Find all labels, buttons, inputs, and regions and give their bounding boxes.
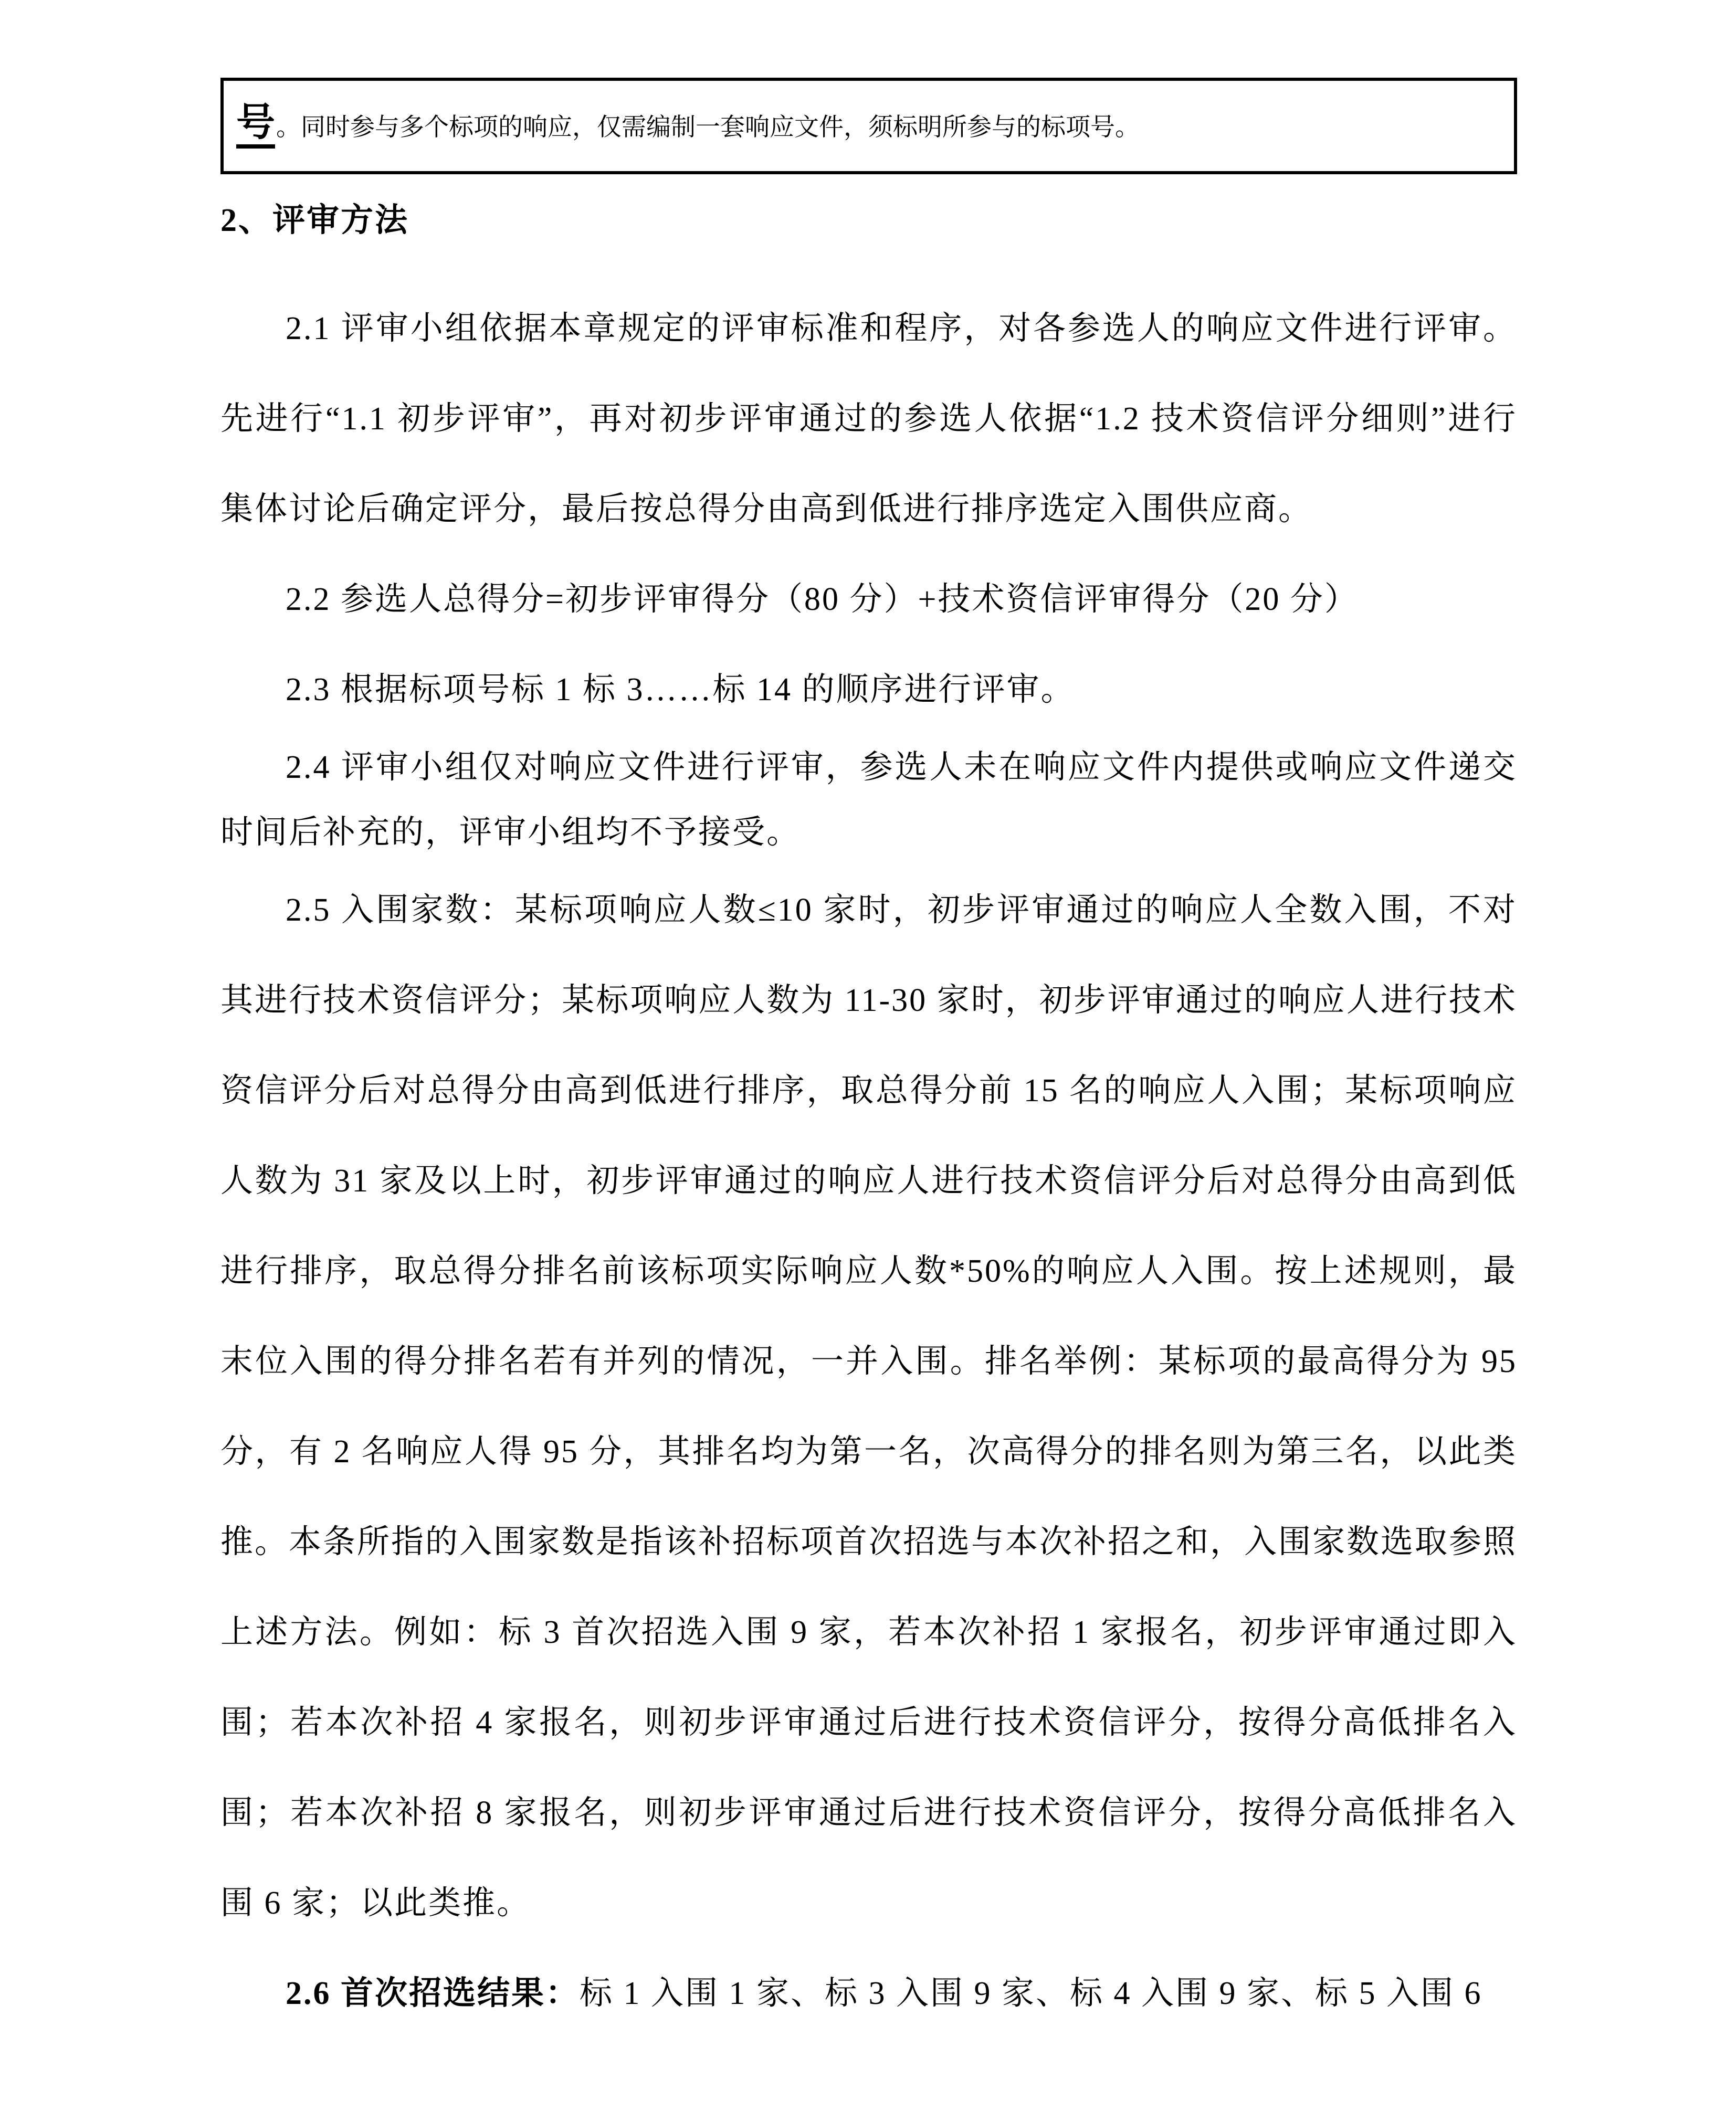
section-heading: 2、评审方法 (220, 203, 409, 238)
notice-text: 。同时参与多个标项的响应，仅需编制一套响应文件，须标明所参与的标项号。 (276, 114, 1140, 141)
notice-box-text (236, 103, 1140, 149)
paragraph-2-6-text: 标 1 入围 1 家、标 3 入围 9 家、标 4 入围 9 家、标 5 入围 6 (580, 1976, 1482, 2011)
paragraph-2-4: 2.4 评审小组仅对响应文件进行评审，参选人未在响应文件内提供或响应文件递交时间后补充的，评审小组均不予接受。 (220, 750, 1517, 850)
notice-lead-char: 号 (236, 103, 275, 149)
paragraph-2-3: 2.3 根据标项号标 1 标 3……标 14 的顺序进行评审。 (286, 672, 1075, 708)
paragraph-2-6-label: 2.6 首次招选结果： (286, 1976, 580, 2011)
notice-box (220, 78, 1517, 174)
paragraph-2-6 (220, 1948, 1517, 2039)
paragraph-2-1: 2.1 评审小组依据本章规定的评审标准和程序，对各参选人的响应文件进行评审。先进行“1.1 初步评审”，再对初步评审通过的参选人依据“1.2 技术资信评分细则”进行集体讨论后确定评分，最后按总得分由高到低进行排序选定入围供应商。 (220, 311, 1517, 527)
paragraph-2-5: 2.5 入围家数：某标项响应人数≤10 家时，初步评审通过的响应人全数入围，不对其进行技术资信评分；某标项响应人数为 11-30 家时，初步评审通过的响应人进行技术资信评分后对总得分由高到低进行排序，取总得分前 15 名的响应人入围；某标项响应人数为 31 家及以上时，初步评审通过的响应人进行技术资信评分后对总得分由高到低进行排序，取总得分排名前该标项实际响应人数*50%的响应人入围。按上述规则，最末位入围的得分排名若有并列的情况，一并入围。排名举例：某标项的最高得分为 95 分，有 2 名响应人得 95 分，其排名均为第一名，次高得分的排名则为第三名，以此类推。本条所指的入围家数是指该补招标项首次招选与本次补招之和，入围家数选取参照上述方法。例如：标 3 首次招选入围 9 家，若本次补招 1 家报名，初步评审通过即入围；若本次补招 4 家报名，则初步评审通过后进行技术资信评分，按得分高低排名入围；若本次补招 8 家报名，则初步评审通过后进行技术资信评分，按得分高低排名入围 6 家；以此类推。 (220, 892, 1518, 1921)
paragraph-2-2: 2.2 参选人总得分=初步评审得分（80 分）+技术资信评审得分（20 分） (286, 582, 1359, 617)
